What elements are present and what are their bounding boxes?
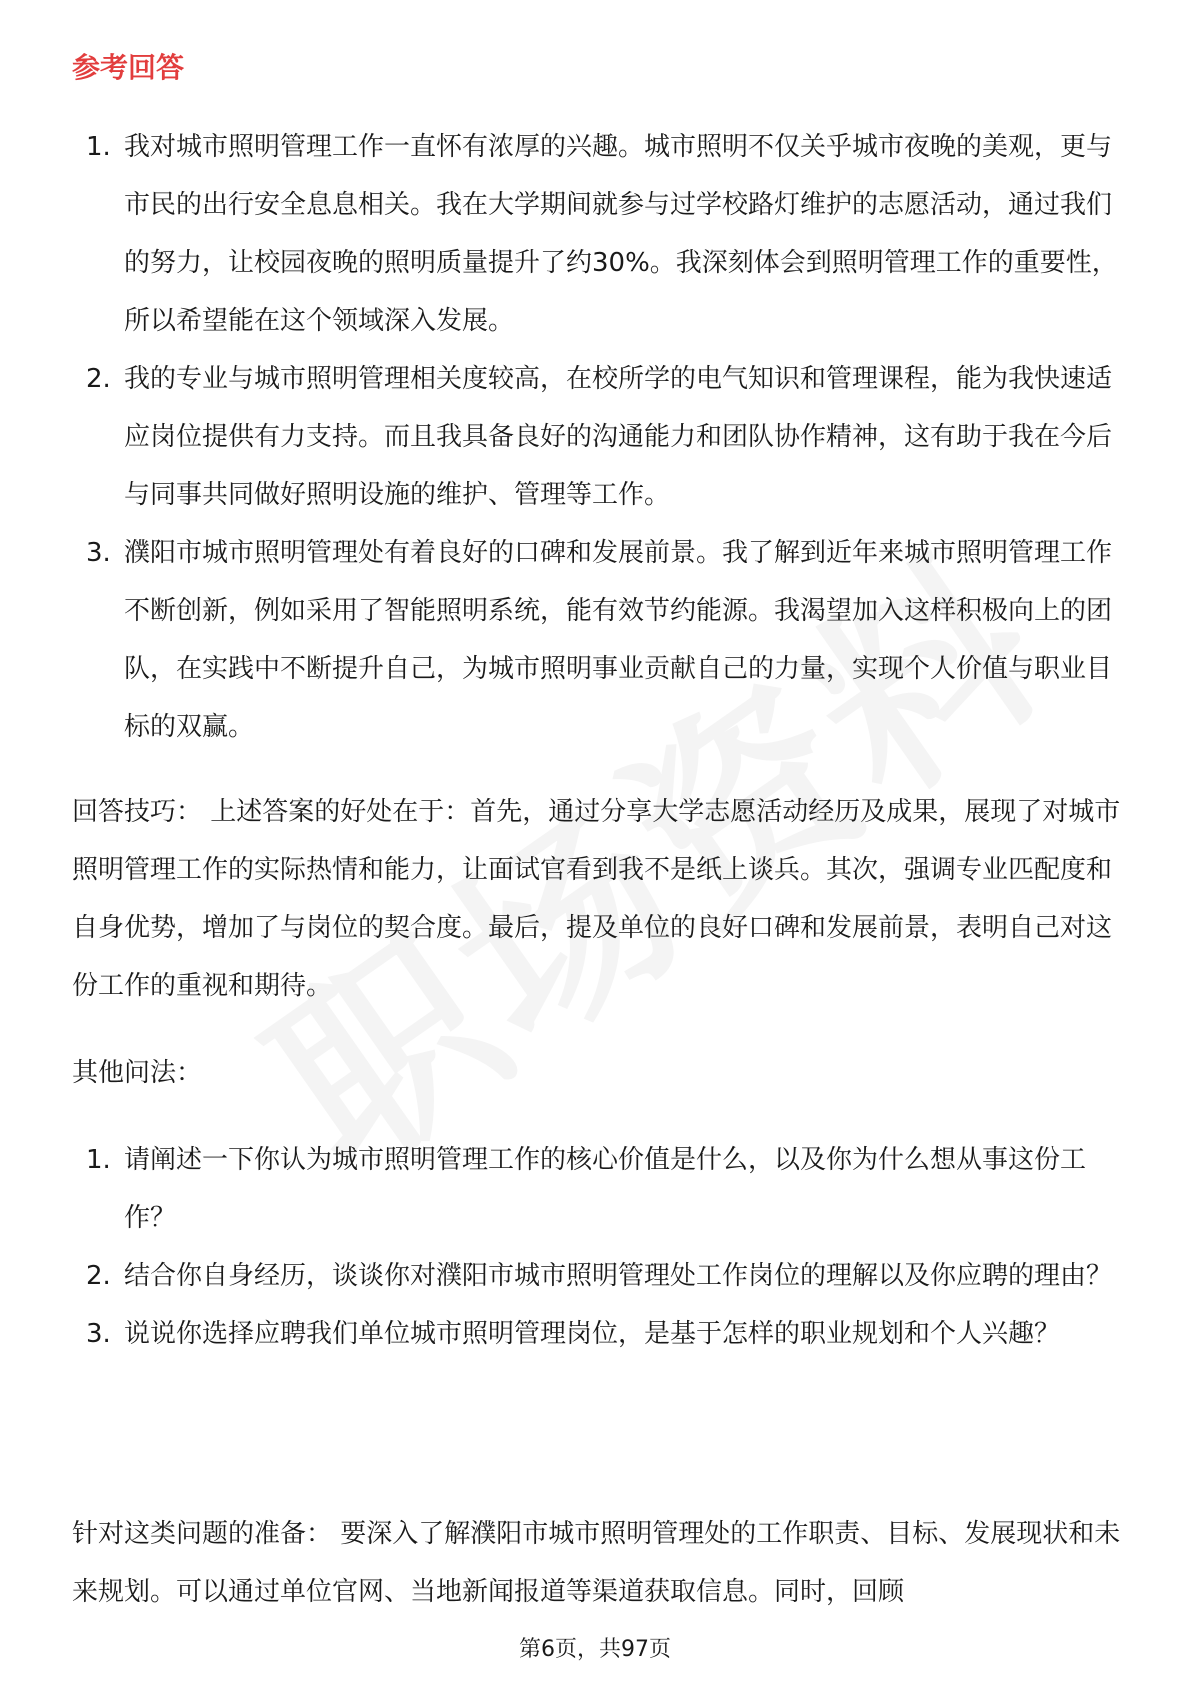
answer-item [72,524,1122,756]
question-item [72,1131,1122,1247]
answer-item [72,118,1122,350]
list-number: 2. [86,1261,111,1291]
question-item [72,1305,1122,1363]
answer-list [72,118,1122,756]
list-number: 3. [86,538,111,568]
section-title: 参考回答 [72,51,185,84]
other-questions-heading: 其他问法： [72,1058,203,1088]
question-text: 请阐述一下你认为城市照明管理工作的核心价值是什么，以及你为什么想从事这份工作？ [124,1145,1087,1233]
other-questions-list [72,1131,1122,1363]
preparation-paragraph: 针对这类问题的准备： 要深入了解濮阳市城市照明管理处的工作职责、目标、发展现状和未来规划。可以通过单位官网、当地新闻报道等渠道获取信息。同时，回顾 [72,1519,1121,1607]
answer-text: 濮阳市城市照明管理处有着良好的口碑和发展前景。我了解到近年来城市照明管理工作不断创新，例如采用了智能照明系统，能有效节约能源。我渴望加入这样积极向上的团队，在实践中不断提升自己，为城市照明事业贡献自己的力量，实现个人价值与职业目标的双赢。 [124,538,1113,742]
answer-text: 我的专业与城市照明管理相关度较高，在校所学的电气知识和管理课程，能为我快速适应岗位提供有力支持。而且我具备良好的沟通能力和团队协作精神，这有助于我在今后与同事共同做好照明设施的维护、管理等工作。 [124,364,1113,510]
page-number-footer: 第6页，共97页 [519,1637,671,1662]
list-number: 1. [86,1145,111,1175]
list-number: 3. [86,1319,111,1349]
question-item [72,1247,1122,1305]
answer-text: 我对城市照明管理工作一直怀有浓厚的兴趣。城市照明不仅关乎城市夜晚的美观，更与市民的出行安全息息相关。我在大学期间就参与过学校路灯维护的志愿活动，通过我们的努力，让校园夜晚的照明质量提升了约30%。我深刻体会到照明管理工作的重要性，所以希望能在这个领域深入发展。 [124,132,1118,336]
question-text: 结合你自身经历，谈谈你对濮阳市城市照明管理处工作岗位的理解以及你应聘的理由？ [124,1261,1113,1291]
list-number: 2. [86,364,111,394]
answer-tips-paragraph: 回答技巧： 上述答案的好处在于：首先，通过分享大学志愿活动经历及成果，展现了对城市照明管理工作的实际热情和能力，让面试官看到我不是纸上谈兵。其次，强调专业匹配度和自身优势，增加了与岗位的契合度。最后，提及单位的良好口碑和发展前景，表明自己对这份工作的重视和期待。 [72,797,1121,1001]
answer-item [72,350,1122,524]
list-number: 1. [86,132,111,162]
question-text: 说说你选择应聘我们单位城市照明管理岗位，是基于怎样的职业规划和个人兴趣？ [124,1319,1061,1349]
